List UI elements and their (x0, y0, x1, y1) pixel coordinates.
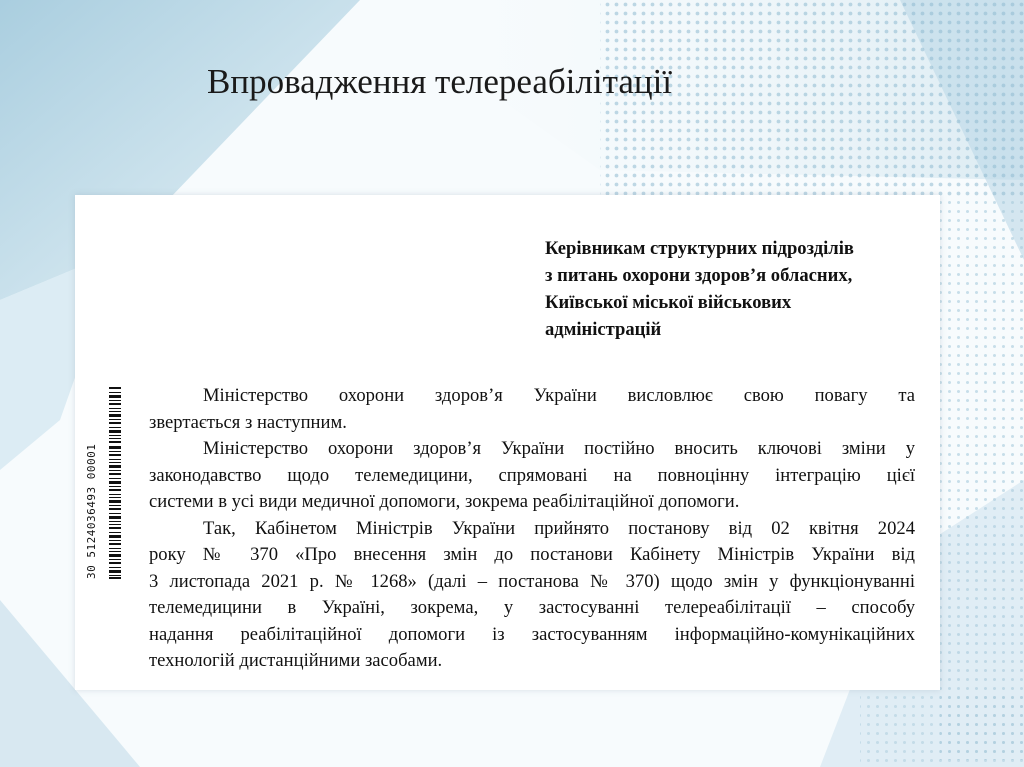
addressee-line: Керівникам структурних підрозділів (545, 238, 854, 259)
slide-title: Впровадження телереабілітації (207, 62, 673, 101)
addressee-line: з питань охорони здоров’я обласних, (545, 265, 853, 286)
scanned-letter (75, 195, 940, 690)
addressee-line: адміністрацій (545, 319, 662, 340)
letter-body (149, 383, 915, 675)
body-line: 3 листопада 2021 р. № 1268» (далі – постанова № 370) щодо змін у функціонуванні (149, 570, 915, 592)
body-line: технологій дистанційними засобами. (149, 650, 443, 671)
body-line: Так, Кабінетом Міністрів України прийнято постанову від 02 квітня 2024 (203, 517, 915, 539)
body-line: законодавство щодо телемедицини, спрямовані на повноцінну інтеграцію цієї (149, 464, 915, 486)
body-line: телемедицини в Україні, зокрема, у застосуванні телереабілітації – способу (149, 597, 915, 618)
letter-addressee (545, 235, 925, 343)
body-line: системи в усі види медичної допомоги, зокрема реабілітаційної допомоги. (149, 491, 740, 512)
body-line: Міністерство охорони здоров’я України висловлює свою повагу та (203, 385, 915, 406)
body-line: року № 370 «Про внесення змін до постанови Кабінету Міністрів України від (149, 544, 915, 565)
body-line: звертається з наступним. (149, 411, 347, 433)
addressee-line: Київської міської військових (545, 292, 792, 313)
barcode-number: 30 5124036493 00001 (85, 443, 98, 579)
body-line: надання реабілітаційної допомоги із застосуванням інформаційно-комунікаційних (149, 623, 915, 645)
body-line: Міністерство охорони здоров’я України постійно вносить ключові зміни у (203, 438, 915, 459)
